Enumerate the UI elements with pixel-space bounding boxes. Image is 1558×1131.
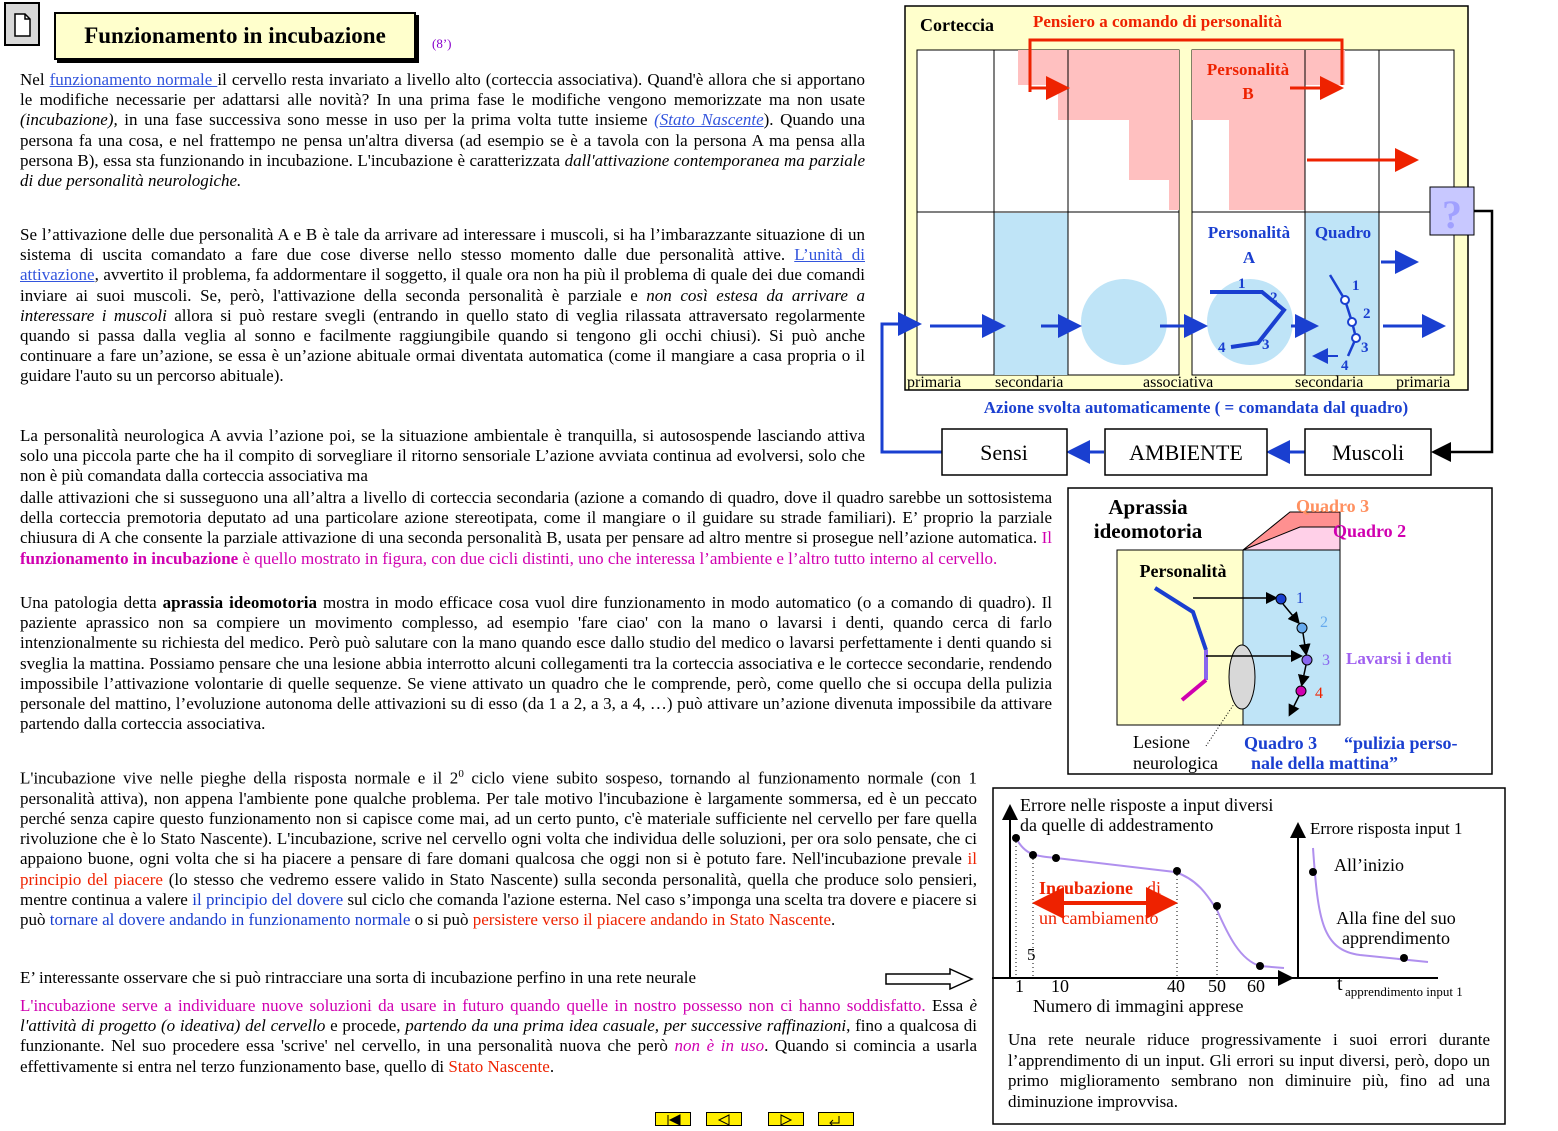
svg-text:apprendimento input 1: apprendimento input 1 — [1345, 984, 1463, 999]
paragraph-1: Nel funzionamento normale il cervello resta invariato a livello alto (corteccia associativa). Quand'è allora che si apportano le modifiche necessarie per adattarsi alle novità? In una prima fase le modifiche vengono memorizzate ma non usate (incubazione), in una fase successiva sono messe in uso per la prima volta tutte insieme (Stato Nascente). Quando una persona fa una cosa, e nel frattempo ne pensa un'altra diversa (ad esempio se è a tavola con la persona A ma pensa alla persona B), essa sta funzionando in incubazione. L'incubazione è caratterizzata dall'attivazione contemporanea ma parziale di due personalità neurologiche. — [20, 70, 866, 191]
svg-text:da quelle di addestramento: da quelle di addestramento — [1020, 815, 1214, 835]
svg-text:Quadro 3: Quadro 3 — [1244, 733, 1318, 753]
paragraph-3b: dalle attivazioni che si susseguono una all’altra a livello di corteccia secondaria (azione a comando di quadro, dove il quadro sarebbe un sottosistema della corteccia premotoria deputato ad una particolare azione stereotipata, come il mangiare o il guidare su strade familiari). E’ proprio la parziale chiusura di A che consente la parziale attivazione di una seconda personalità B, usata per pensare ad altro mentre si prosegue nell’azione automatica. Il funzionamento in incubazione è quello mostrato in figura, con due cicli distinti, uno che interessa l’ambiente e l’altro tutto interno al cervello. — [20, 488, 1052, 568]
svg-text:1: 1 — [1352, 278, 1360, 294]
pensiero-label: Pensiero a comando di personalità — [1033, 12, 1283, 31]
svg-text:secondaria: secondaria — [1295, 374, 1364, 391]
svg-text:4: 4 — [1341, 358, 1349, 374]
svg-text:di: di — [1147, 878, 1162, 898]
paragraph-3a: La personalità neurologica A avvia l’azione poi, se la situazione ambientale è tranquilla, si autosospende lasciando attiva solo una piccola parte che ha il compito di sorvegliare il ritorno sensoriale L’azione avviata continua ad evolversi, solo che non è più comandata dalla corteccia associativa ma — [20, 426, 865, 486]
svg-text:2: 2 — [1320, 614, 1328, 631]
svg-text:Quadro 2: Quadro 2 — [1333, 521, 1407, 541]
next-icon — [769, 1114, 803, 1126]
svg-text:Aprassia: Aprassia — [1108, 495, 1188, 519]
duration-label: (8’) — [432, 36, 452, 51]
svg-text:Errore nelle risposte a input: Errore nelle risposte a input diversi — [1020, 795, 1274, 815]
svg-text:Errore risposta input 1: Errore risposta input 1 — [1310, 819, 1463, 838]
first-icon — [656, 1114, 690, 1126]
svg-text:A: A — [1242, 248, 1256, 267]
quadro-label: Quadro — [1314, 223, 1372, 242]
svg-text:Personalità: Personalità — [1139, 561, 1227, 581]
svg-text:40: 40 — [1167, 976, 1185, 996]
link-stato-nascente[interactable]: (Stato Nascente — [654, 110, 764, 130]
svg-text:Muscoli: Muscoli — [1331, 440, 1405, 465]
return-button[interactable] — [818, 1112, 854, 1126]
svg-text:AMBIENTE: AMBIENTE — [1129, 440, 1243, 465]
svg-text:“pulizia perso-: “pulizia perso- — [1344, 733, 1458, 753]
right-arrow-icon — [884, 967, 976, 991]
cortex-diagram — [876, 0, 1506, 482]
svg-text:2: 2 — [1270, 290, 1278, 306]
svg-text:50: 50 — [1208, 976, 1226, 996]
personalita-a-label: Personalità — [1207, 223, 1291, 242]
paragraph-4: Una patologia detta aprassia ideomotoria mostra in modo efficace cosa vuol dire funzionamento in modo automatico (o a comando di quadro). Il paziente aprassico non sa compiere un movimento complesso, ad esempio 'fare ciao' con la mano o lavarsi i denti, quando cerca di farlo intenzionalmente su richiesta del medico. Però può salutare con la mano quando esce dallo studio del medico o lavarsi perfettamente i denti quando si sveglia la mattina. Possiamo pensare che una lesione abbia interrotto alcuni collegamenti tra la corteccia associativa e le cortecce secondarie, rendendo impossibile l’attivazione volontarie di quelle sequenze. Se viene attivato un quadro che le comprende, però, come quello che si occupa della pulizia personale del mattino, l’evoluzione autonoma delle attivazioni su di esso (da 1 a 2, a 3, a 4, …) può attivare un’azione divenuta impossibile da attivare partendo dalla corteccia associativa. — [20, 593, 1052, 734]
personalita-b-label: Personalità — [1206, 60, 1290, 79]
svg-text:Incubazione: Incubazione — [1039, 878, 1134, 898]
svg-text:un cambiamento: un cambiamento — [1039, 908, 1159, 928]
svg-text:2: 2 — [1363, 306, 1371, 322]
svg-text:Lesione: Lesione — [1133, 732, 1190, 752]
corteccia-label: Corteccia — [920, 15, 994, 35]
svg-text:3: 3 — [1361, 340, 1369, 356]
svg-text:4: 4 — [1218, 340, 1226, 356]
return-icon — [819, 1114, 853, 1126]
svg-text:nale della mattina”: nale della mattina” — [1251, 753, 1398, 773]
svg-text:Quadro 3: Quadro 3 — [1296, 496, 1370, 516]
svg-text:3: 3 — [1322, 652, 1330, 669]
link-unita-di-attivazione[interactable]: L’unità di attivazione — [20, 245, 865, 285]
previous-page-button[interactable] — [706, 1112, 742, 1126]
svg-text:associativa: associativa — [1143, 374, 1214, 391]
first-page-button[interactable] — [655, 1112, 691, 1126]
svg-text:10: 10 — [1051, 976, 1069, 996]
svg-text:?: ? — [1442, 192, 1462, 237]
svg-text:Lavarsi i denti: Lavarsi i denti — [1346, 649, 1452, 668]
svg-text:primaria: primaria — [907, 374, 962, 391]
svg-text:apprendimento: apprendimento — [1342, 928, 1450, 948]
svg-text:Sensi: Sensi — [980, 440, 1028, 465]
paragraph-2: Se l’attivazione delle due personalità A e B è tale da arrivare ad interessare i muscoli, si ha l’imbarazzante situazione di un sistema di uscita comandato a fare due cose diverse nello stesso momento dalle due personalità attive. L’unità di attivazione, avvertito il problema, fa addormentare il soggetto, il quale ora non ha più il problema di quale dei due comandi inviare ai suoi muscoli. Se, però, l'attivazione della seconda personalità è parziale e non così estesa da arrivare a interessare i muscoli allora si può restare svegli (entrando in quello stato di veglia rilassata attraversato regolarmente quando si passa dalla veglia al sonno e facilmente raggiungibile quando si tengono gli occhi chiusi). Si può anche continuare a fare un’azione, se essa è un’azione abituale ormai diventata automatica (come il mangiare a casa propria o il guidare l'auto su un percorso abituale). — [20, 225, 865, 386]
svg-text:All’inizio: All’inizio — [1334, 855, 1404, 875]
svg-text:primaria: primaria — [1396, 374, 1451, 391]
azione-label: Azione svolta automaticamente ( = comandata dal quadro) — [983, 398, 1409, 417]
neural-network-caption: Una rete neurale riduce progressivamente i suoi errori durante l’apprendimento di un input. Gli errori su input diversi, però, dopo un primo miglioramento sembrano non diminuire più, fino ad una diminuzione improvvisa. — [1008, 1030, 1490, 1111]
secondary-left-area — [994, 213, 1068, 375]
svg-text:5: 5 — [1027, 945, 1036, 964]
svg-text:4: 4 — [1315, 685, 1323, 702]
link-funzionamento-normale[interactable]: funzionamento normale — [49, 70, 218, 89]
paragraph-5: L'incubazione vive nelle pieghe della risposta normale e il $2^0$ ciclo viene subito sospeso, tornando al funzionamento normale (con 1 personalità attiva), non appena l'ambiente pone qualche problema. Per tale motivo l'incubazione è largamente sommersa, ed è un peccato perché senza capire questo funzionamento non si capisce come mai, ad un certo punto, c'è materiale sufficiente nel cervello per fare quella rivoluzione che è lo Stato Nascente). L'incubazione, scrive nel cervello ogni volta che individua delle soluzioni, per ora solo pensate, che ci appaiono buone, ogni volta che si ha piacere a pensare di fare domani qualcosa che oggi non si è potuto fare. Nell'incubazione prevale il principio del piacere (lo stesso che vedremo essere valido in Stato Nascente) sulla seconda personalità, quella che produce solo pensieri, mentre continua a valere il principio del dovere sul ciclo che comanda l'azione esterna. Nel caso s’imponga una scelta tra dovere e piacere si può tornare al dovere andando in funzionamento normale o si può persistere verso il piacere andando in Stato Nascente. — [20, 768, 977, 930]
svg-text:B: B — [1242, 84, 1254, 103]
svg-text:1: 1 — [1015, 976, 1024, 996]
svg-text:secondaria: secondaria — [995, 374, 1064, 391]
prev-icon — [707, 1114, 741, 1126]
svg-text:Numero di immagini apprese: Numero di immagini apprese — [1033, 996, 1244, 1016]
svg-text:t: t — [1337, 973, 1343, 995]
paragraph-6: L'incubazione serve a individuare nuove soluzioni da usare in futuro quando quelle in nostro possesso non ci hanno soddisfatto. Essa è l'attività di progetto (o ideativa) del cervello e procede, partendo da una prima idea casuale, per successive raffinazioni, fino a qualcosa di funzionante. Nel suo procedere essa 'scrive' nel cervello, in una personalità nuova che però non è in uso. Quando si comincia a usarla effettivamente si entra nel terzo funzionamento base, quello di Stato Nascente. — [20, 996, 978, 1076]
next-page-button[interactable] — [768, 1112, 804, 1126]
document-icon[interactable] — [4, 2, 40, 46]
svg-text:1: 1 — [1238, 276, 1246, 292]
page-title: Funzionamento in incubazione — [54, 12, 416, 60]
aprassia-diagram — [1067, 487, 1495, 777]
svg-text:1: 1 — [1296, 590, 1304, 607]
paragraph-5-end: E’ interessante osservare che si può rintracciare una sorta di incubazione perfino in una rete neurale — [20, 968, 697, 987]
svg-text:Alla fine del suo: Alla fine del suo — [1336, 908, 1456, 928]
svg-text:ideomotoria: ideomotoria — [1093, 519, 1203, 543]
svg-text:neurologica: neurologica — [1133, 753, 1218, 773]
svg-text:3: 3 — [1262, 337, 1270, 353]
svg-text:60: 60 — [1247, 976, 1265, 996]
circle-associative — [1081, 279, 1167, 365]
